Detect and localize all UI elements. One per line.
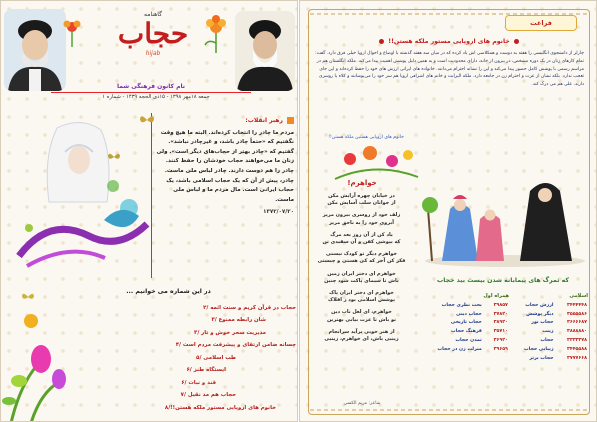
contents-item[interactable]: چسانه ضامن ارتقای و پیشرفت مردم است /۴ xyxy=(175,342,296,348)
contents-item[interactable]: شان رابطه ممنوع /۳ xyxy=(211,317,266,323)
poem-line: فکر کن آخر که کی هستی و چیستی xyxy=(317,258,406,265)
tone-cell: حجاب دینی xyxy=(456,311,482,317)
masthead-label: گاهنامه xyxy=(144,11,162,18)
contents-item[interactable]: ایستگاه طنز /۶ xyxy=(186,367,226,373)
table-title xyxy=(418,277,588,284)
code-cell: ۳۹۸۵۷ xyxy=(493,302,508,308)
flowers-illustration xyxy=(330,141,420,181)
contents-item[interactable]: خانوم های اروپایی مستور ملکه هستن!!/۸ xyxy=(164,404,276,411)
poem-line: یاد کن از آن روز بعد مرگ xyxy=(330,231,393,238)
code-cell xyxy=(485,354,511,363)
poem-stanza xyxy=(310,212,413,226)
code-cell: ۳۴۴۴۴۴۸ xyxy=(566,302,587,308)
butterfly-icon xyxy=(107,151,121,163)
column-header: همراه اول xyxy=(483,293,509,299)
article-body: چارلز از دانشجوی انگلیسی را هفته به دوست و همکلاسی اش یاد کرده که در میان سه هفته گذشته با اوضاع و احوال اروپا خیلی فرق دارد. گفت: تمام کارهای زنان در یک دوره مشخص، در بیرون از خانه، دارای محدودیت است و به همین دلیل پوشش اهمیت پیدا می‌کند. ملکه انگلستان هم در مراسم رسمی با پوشش کامل حضور پیدا می‌کند و این را نشانه احترام می‌دانند. خانواده های ایرانی ارزش های خود را حفظ کرده‌اند و این جای تعجب ندارد. بلکه نشان از عزت و احترام زن در جامعه دارد. ملکه الیزابت و خانم های اشرافی اروپا هم سر خود را می‌پوشانند و کلاه یا روسری دارند. علی هم می درک کند. xyxy=(315,51,584,88)
poem-stanza xyxy=(310,251,413,265)
poem-stanza xyxy=(310,329,413,343)
bullet-icon xyxy=(379,39,384,44)
code-cell: ۳۶۶۶۶۸۷ xyxy=(566,320,587,326)
chador-woman-illustration xyxy=(9,116,154,281)
table-header-row xyxy=(420,291,590,301)
bullet-icon xyxy=(514,39,519,44)
code-cell: ۳۳۳۳۳۷۸ xyxy=(566,338,587,344)
poem-stanza xyxy=(310,309,413,323)
table-row xyxy=(420,327,590,336)
code-cell: ۳۵۷۱۰ xyxy=(493,329,508,335)
flower-icon xyxy=(199,13,233,53)
tone-cell: بحث نظری حجاب xyxy=(441,302,482,308)
quote-marker-icon xyxy=(287,117,294,124)
contents-item[interactable]: قند و نبات /۶ xyxy=(181,379,216,386)
table-row xyxy=(420,319,590,328)
contents-item[interactable]: طب اسلامی /۵ xyxy=(196,354,236,361)
tone-cell: فرهنگ حجاب xyxy=(451,329,482,335)
tone-cell xyxy=(420,354,485,363)
table-row xyxy=(420,301,590,310)
contents-title: در این شماره می خوانیم ... xyxy=(126,288,211,295)
poem-line: زلف خود از روسری بیرون مریز xyxy=(322,212,401,219)
contents-item[interactable]: مدیریت سحر خوش و تار /۳ xyxy=(194,329,266,336)
poem-line: خواهرم، ای لعل ناب دین xyxy=(331,309,392,316)
code-cell: ۳۷۷۷۶۶۸ xyxy=(566,355,587,361)
poem-author: شاعر: مریم الکسی xyxy=(343,401,381,406)
article-title xyxy=(314,38,584,45)
poem-line: از هنر خوبی برآید سرانجام xyxy=(328,328,395,335)
table-row xyxy=(420,354,590,363)
code-cell: ۳۶۹۲۰ xyxy=(493,338,508,344)
masthead-title: حجاب xyxy=(117,17,189,50)
tone-cell: زیبایی حجاب xyxy=(524,346,554,352)
poem-line: باش تا سیمای پاکت شود چنین xyxy=(324,277,399,284)
code-cell: ۳۸۹۲۰ xyxy=(493,320,508,326)
right-page xyxy=(299,0,597,422)
masthead xyxy=(93,11,213,81)
leader-quote-body: مردم ما چادر را انتخاب کرده‌اند. البته ما هیچ وقت نگفتیم که «حتماً چادر باشد، و غیرچادر نباشد». گفتیم که «چادر بهتر از حجاب‌های دیگر است». ولی زنان ما می‌خواهند حجاب خودشان را حفظ کنند. چادر را هم دوست دارند. چادر لباس ملی ماست. چادر، پیش از آن که یک حجاب اسلامی باشد، یک حجاب ایرانی است. مال مردم ما و لباس ملی ماست. xyxy=(156,129,294,203)
code-cell: ۳۸۸۸۸۸۰ xyxy=(566,329,587,335)
poem-line: زینبی باش، ای خواهرم، زینبی xyxy=(324,336,399,343)
leader-quote-date: ۱۳۷۲/۰۷/۲۰ xyxy=(263,209,294,216)
contents-item[interactable]: حجاب هم مد نقیل /۷ xyxy=(180,392,236,398)
table-row xyxy=(420,310,590,319)
masthead-latin: hijab xyxy=(145,50,161,57)
contents-item[interactable]: حجاب در قرآن کریم و سنت ائمه /۲ xyxy=(203,304,296,311)
portrait-right xyxy=(235,11,295,91)
poem-stanza xyxy=(310,290,413,304)
masthead-subtitle: نام کانون فرهنگی شما xyxy=(116,83,186,90)
issue-date: جمعه ۱۸مهر ۱۳۹۸ - ۱۵ذی الحجه ۱۴۳۹ - شماره ۱ xyxy=(102,94,210,100)
butterfly-icon xyxy=(21,291,35,303)
poem-stanza xyxy=(310,271,413,285)
code-cell: ۳۴۴۵۵۸۸ xyxy=(566,346,587,352)
poem-title: خواهرم! xyxy=(347,179,377,187)
section-label: فراغت xyxy=(505,15,577,31)
poem-line: در خیابان چهره آرایش مکن xyxy=(328,193,395,199)
tone-cell: حجاب xyxy=(540,338,554,344)
code-cell: ۳۷۸۲۰ xyxy=(493,311,508,317)
poem-line: که بپوشی کفن و آن سفیدی تن xyxy=(322,239,401,246)
poem-line: خواهرم ای دختر ایران زمین xyxy=(327,270,396,277)
poem-line: خواهرم دیگر تو کودک نیستی xyxy=(326,251,397,258)
flower-icon xyxy=(59,15,85,47)
tone-cell: دیگر پوشش xyxy=(526,311,554,317)
ornament-border-bottom xyxy=(310,407,588,413)
code-cell: ۳۵۵۵۵۸۶ xyxy=(566,311,587,317)
poem-stanza xyxy=(310,193,413,207)
leader-quote xyxy=(156,116,294,276)
tone-cell: ارزش حجاب xyxy=(525,302,554,308)
poem xyxy=(310,193,413,348)
tone-cell: حجاب تاریخی xyxy=(450,320,482,326)
sms-codes-table xyxy=(420,291,590,362)
poem-line: تو باش تا عزت بیابی بهترین xyxy=(326,316,397,323)
leader-quote-title-text: رهبر انقلاب: xyxy=(245,117,283,124)
table-of-contents xyxy=(41,286,296,414)
code-cell: ۳۹۶۵۹ xyxy=(493,346,508,352)
divider xyxy=(51,92,251,93)
poem-stanza xyxy=(310,232,413,246)
poem-line: از جوانان سلب آسایش مکن xyxy=(327,200,396,207)
tone-cell: زینب xyxy=(542,329,554,335)
leader-quote-title xyxy=(156,116,294,126)
table-title-text: که ثمرگ های پیمابانه شدن بیست بید حجاب xyxy=(437,277,569,284)
tone-cell: حجاب برتر xyxy=(529,355,554,361)
tone-cell: تمدن حجاب xyxy=(455,338,482,344)
column-header: اسلامی xyxy=(569,293,588,299)
tone-cell: حجاب نور xyxy=(531,320,554,326)
portrait-left xyxy=(4,9,66,91)
poem-line: آبروی خود را به ناحق مریز xyxy=(329,219,394,226)
poem-line: پوشش اسلامی بود ز افلاک xyxy=(328,297,395,304)
women-cartoon-illustration xyxy=(420,169,590,269)
tone-cell: منزلت زن در حجاب xyxy=(437,346,482,352)
poem-line: خواهرم ای دختر ایران پاک xyxy=(329,290,394,297)
table-row xyxy=(420,336,590,345)
left-page xyxy=(0,0,298,422)
article-title-text: خانوم های اروپایی مستور ملکه هستن!! xyxy=(388,38,510,45)
article-link[interactable]: خانوم های اروپایی هستین ملکه هستن!! xyxy=(328,135,404,140)
butterfly-icon xyxy=(139,113,155,127)
table-row xyxy=(420,345,590,354)
